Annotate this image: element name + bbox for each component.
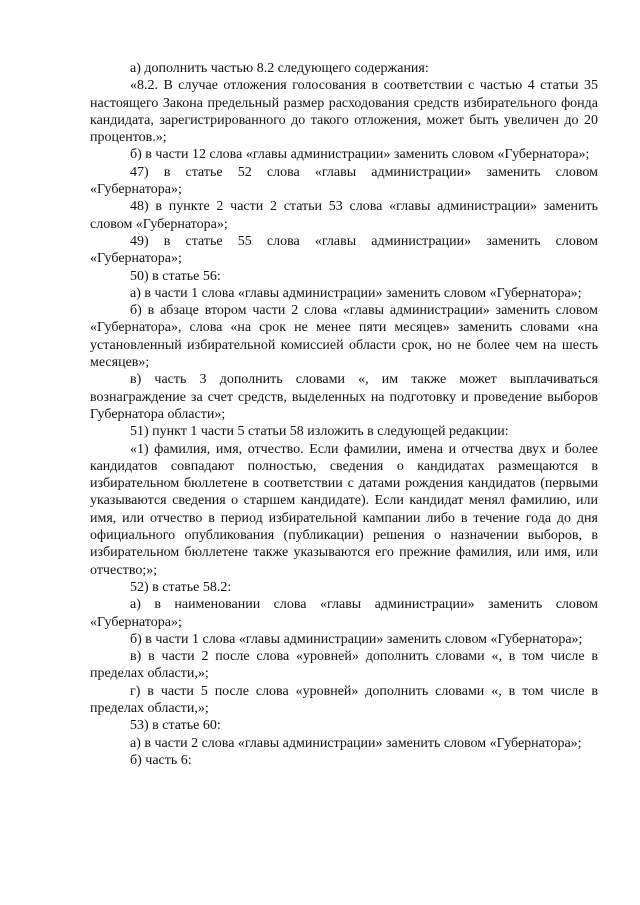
paragraph: 50) в статье 56: [130,268,221,284]
paragraph: в) часть 3 дополнить словами «, им также может выплачиваться вознаграждение за счет средств, выделенных на подготовку и проведение выборов Губернатора области»; [90,372,598,422]
paragraph: б) в части 1 слова «главы администрации» заменить словом «Губернатора»; [130,631,583,647]
paragraph: б) в абзаце втором части 2 слова «главы администрации» заменить словом «Губернатора», слова «на срок не менее пяти месяцев» заменить словами «на установленный избирательной комиссией области срок, но не более чем на шесть месяцев»; [90,303,598,371]
paragraph: 49) в статье 55 слова «главы администрации» заменить словом «Губернатора»; [90,233,598,267]
paragraph: 52) в статье 58.2: [130,579,232,595]
paragraph: а) в части 1 слова «главы администрации» заменить словом «Губернатора»; [130,285,582,301]
paragraph: «8.2. В случае отложения голосования в соответствии с частью 4 статьи 35 настоящего Закона предельный размер расходования средств избирательного фонда кандидата, зарегистрированного до такого отложения, может быть увеличен до 20 процентов.»; [90,78,598,146]
paragraph: а) в части 2 слова «главы администрации» заменить словом «Губернатора»; [130,735,582,751]
paragraph: «1) фамилия, имя, отчество. Если фамилии, имена и отчества двух и более кандидатов совпадают полностью, сведения о кандидатах размещаются в избирательном бюллетене в соответствии с датами рождения кандидатов (первыми указываются сведения о старшем кандидате). Если кандидат менял фамилию, или имя, или отчество в период избирательной кампании либо в течение года до дня официального опубликования (публикации) решения о назначении выборов, в избирательном бюллетене также указываются его прежние фамилия, или имя, или отчество;»; [90,441,598,578]
document-page [90,60,598,769]
paragraph: 48) в пункте 2 части 2 статьи 53 слова «главы администрации» заменить словом «Губернатора»; [90,199,598,232]
paragraph: 53) в статье 60: [130,718,221,734]
paragraph: 47) в статье 52 слова «главы администрации» заменить словом «Губернатора»; [90,164,598,198]
paragraph: а) дополнить частью 8.2 следующего содержания: [130,61,429,76]
paragraph: б) часть 6: [130,752,192,768]
paragraph: б) в части 12 слова «главы администрации» заменить словом «Губернатора»; [130,147,590,163]
paragraph: а) в наименовании слова «главы администрации» заменить словом «Губернатора»; [90,597,598,630]
paragraph: 51) пункт 1 части 5 статьи 58 изложить в следующей редакции: [130,424,509,440]
paragraph: в) в части 2 после слова «уровней» дополнить словами «, в том числе в пределах области,»; [90,649,598,682]
paragraph: г) в части 5 после слова «уровней» дополнить словами «, в том числе в пределах области,»; [90,683,598,716]
